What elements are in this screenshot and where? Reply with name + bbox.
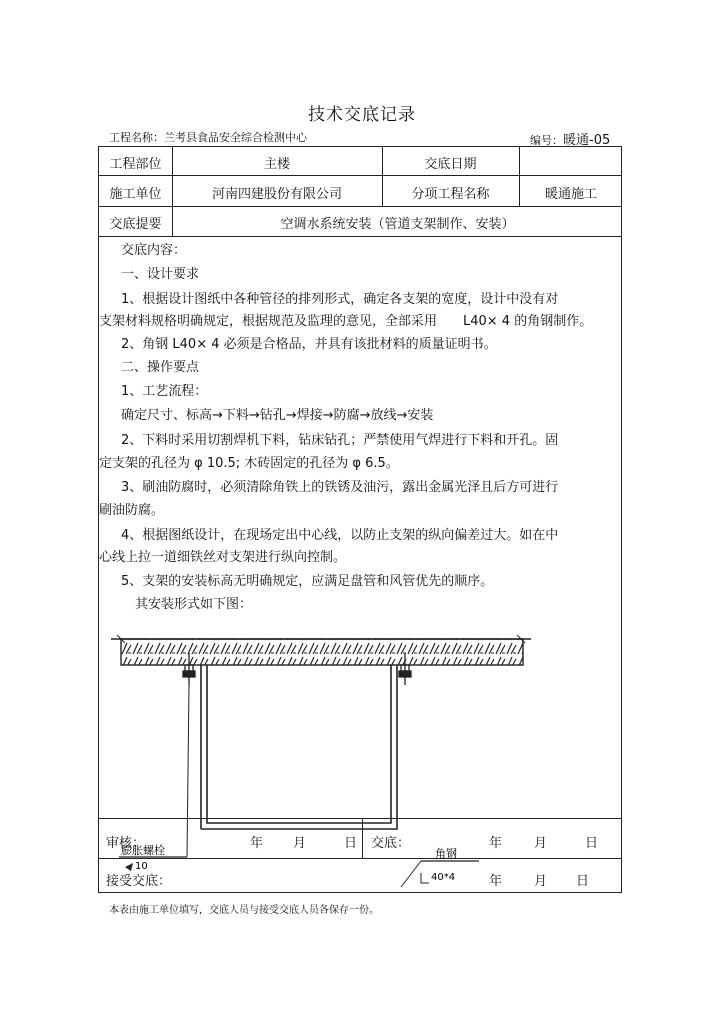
- paragraph-line: 2、角钢 L40× 4 必须是合格品，并具有该批材料的质量证明书。: [121, 337, 497, 352]
- paragraph-line: 定支架的孔径为 φ 10.5; 木砖固定的孔径为 φ 6.5。: [99, 456, 399, 471]
- review-year: 年: [250, 836, 264, 851]
- row-divider: [99, 236, 621, 237]
- review-label: 审核：: [106, 836, 146, 851]
- receive-day: 日: [576, 874, 590, 889]
- review-day: 日: [344, 836, 358, 851]
- value-summary: 空调水系统安装（管道支架制作、安装）: [280, 217, 515, 232]
- angle-size: 40*4: [431, 872, 456, 883]
- label-project-part: 工程部位: [109, 157, 162, 172]
- paragraph-line: 其安装形式如下图：: [135, 597, 253, 612]
- angle-steel-bracket: [201, 665, 397, 829]
- paragraph-line: 刷油防腐。: [99, 503, 165, 518]
- content-heading: 交底内容：: [121, 243, 187, 258]
- project-name: 工程名称：兰考县食品安全综合检测中心: [109, 131, 307, 144]
- serial-label: 编号：: [530, 134, 563, 147]
- paragraph-line: 4、根据图纸设计，在现场定出中心线，以防止支架的纵向偏差过大。如在中: [121, 528, 559, 543]
- value-project-part: 主楼: [263, 157, 290, 172]
- handover-day: 日: [585, 836, 599, 851]
- row-divider: [99, 858, 621, 859]
- value-subproject: 暖通施工: [544, 187, 597, 202]
- process-flow: 确定尺寸、标高→下料→钻孔→焊接→防腐→放线→安装: [121, 408, 434, 423]
- section-heading: 一、设计要求: [121, 267, 200, 282]
- label-summary: 交底提要: [109, 217, 162, 232]
- label-subproject: 分项工程名称: [411, 187, 490, 202]
- serial-value: 暖通-05: [563, 133, 611, 148]
- angle-label: 角钢: [435, 847, 457, 860]
- review-month: 月: [293, 836, 307, 851]
- label-disclosure-date: 交底日期: [424, 157, 477, 172]
- paragraph-line: 1、根据设计图纸中各种管径的排列形式，确定各支架的宽度，设计中没有对: [121, 292, 559, 307]
- handover-year: 年: [489, 836, 503, 851]
- row-divider: [99, 818, 621, 819]
- paragraph-line: 3、刷油防腐时，必须清除角铁上的铁锈及油污，露出金属光泽且后方可进行: [121, 480, 559, 495]
- handover-label: 交底：: [371, 836, 411, 851]
- paragraph-line: 5、支架的安装标高无明确规定，应满足盘管和风管优先的顺序。: [121, 574, 494, 589]
- paragraph-line: 1、工艺流程：: [121, 384, 208, 399]
- section-heading: 二、操作要点: [121, 360, 200, 375]
- col-divider: [362, 818, 363, 858]
- receive-label: 接受交底：: [106, 874, 172, 889]
- bolt-size: 10: [135, 861, 148, 872]
- bolt-label: 膨胀螺栓: [121, 844, 165, 857]
- receive-month: 月: [534, 874, 548, 889]
- value-contractor: 河南四建股份有限公司: [211, 187, 342, 202]
- paragraph-line: 支架材料规格明确规定，根据规范及监理的意见，全部采用 L40× 4 的角钢制作。: [99, 314, 593, 329]
- receive-year: 年: [489, 874, 503, 889]
- handover-month: 月: [534, 836, 548, 851]
- footer-note: 本表由施工单位填写，交底人员与接受交底人员各保存一份。: [109, 905, 379, 916]
- disclosure-form: [98, 146, 622, 893]
- row-divider: [99, 175, 621, 176]
- page-title: 技术交底记录: [308, 105, 416, 125]
- angle-callout: [401, 846, 479, 887]
- label-contractor: 施工单位: [109, 187, 162, 202]
- paragraph-line: 心线上拉一道细铁丝对支架进行纵向控制。: [99, 550, 347, 565]
- row-divider: [99, 206, 621, 207]
- paragraph-line: 2、下料时采用切割焊机下料，钻床钻孔；严禁使用气焊进行下料和开孔。固: [121, 433, 559, 448]
- concrete-slab: [111, 635, 531, 665]
